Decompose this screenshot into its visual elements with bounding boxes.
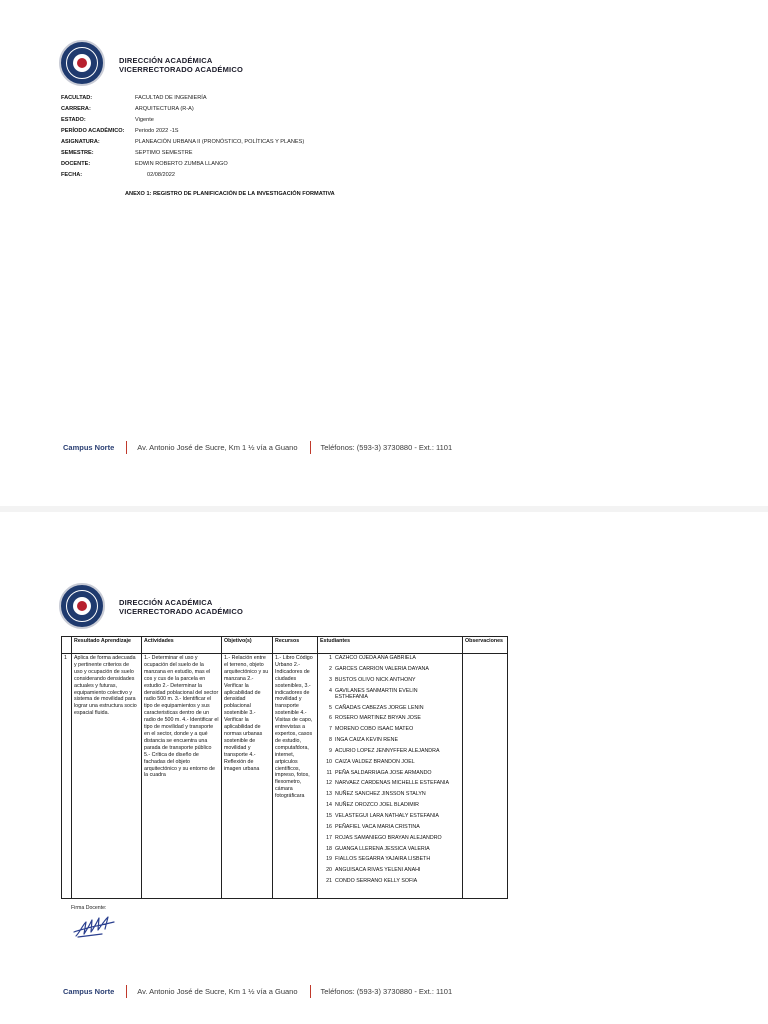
footer-phone: Teléfonos: (593-3) 3730880 - Ext.: 1101: [320, 443, 453, 452]
student-number: 11: [326, 769, 332, 776]
student-item: [320, 726, 460, 737]
meta-label: CARRERA:: [61, 106, 91, 112]
student-number: 7: [329, 726, 332, 733]
meta-value: Vigente: [135, 117, 154, 123]
student-item: [320, 655, 460, 666]
student-name: GARCES CARRION VALERIA DAYANA: [335, 665, 429, 672]
student-name: FIALLOS SEGARRA YAJAIRA LISBETH: [335, 856, 431, 863]
header-title: [119, 56, 243, 74]
meta-label: ESTADO:: [61, 117, 86, 123]
handwritten-signature: [72, 912, 116, 940]
student-number: 8: [329, 737, 332, 744]
cell-resultado: Aplica de forma adecuada y pertinente criterios de uso y ocupación de suelo considerando densidades actuales y futuras, equipamiento colectivo y sistema de movilidad para lograr una estructura socio espacial fluida.: [72, 654, 142, 899]
student-name: BUSTOS OLIVO NICK ANTHONY: [335, 676, 416, 683]
meta-row-estado: [61, 115, 304, 126]
header-recursos: Recursos: [273, 637, 318, 654]
student-item: [320, 878, 460, 889]
student-number: 14: [326, 802, 332, 809]
planning-table: [61, 636, 508, 899]
footer-address: Av. Antonio José de Sucre, Km 1 ½ vía a Guano: [137, 987, 298, 996]
student-name: ACURIO LOPEZ JENNYFFER ALEJANDRA: [335, 747, 440, 754]
header-observaciones: Observaciones: [463, 637, 508, 654]
student-item: [320, 780, 460, 791]
signature-label: Firma Docente:: [71, 905, 107, 911]
header-objetivos: Objetivo(s): [222, 637, 273, 654]
student-name: NARVAEZ CARDENAS MICHELLE ESTEFANIA: [335, 780, 450, 787]
cell-observaciones: [463, 654, 508, 899]
student-item: [320, 759, 460, 770]
student-number: 1: [329, 655, 332, 661]
table-row: [62, 654, 508, 899]
meta-value: Periodo 2022 -1S: [135, 128, 179, 134]
footer-address: Av. Antonio José de Sucre, Km 1 ½ vía a Guano: [137, 443, 298, 452]
student-item: [320, 688, 460, 705]
meta-label: ASIGNATURA:: [61, 139, 100, 145]
student-name: PEÑA SALDARRIAGA JOSE ARMANDO: [335, 769, 432, 776]
footer-divider: [310, 441, 311, 454]
student-name: CAIZA VALDEZ BRANDON JOEL: [335, 758, 415, 765]
meta-row-fecha: [61, 170, 304, 181]
header-line-2: VICERRECTORADO ACADÉMICO: [119, 65, 243, 74]
student-number: 19: [326, 856, 332, 863]
student-item: [320, 677, 460, 688]
student-name: ROSERO MARTINEZ BRYAN JOSE: [335, 715, 421, 722]
meta-value: SEPTIMO SEMESTRE: [135, 150, 193, 156]
row-number: 1: [62, 654, 72, 899]
meta-value: FACULTAD DE INGENIERÍA: [135, 95, 207, 101]
footer-campus: Campus Norte: [63, 987, 115, 996]
metadata-block: [61, 93, 304, 181]
cell-recursos: 1.- Libro Código Urbano 2.- Indicadores de ciudades sostenibles, 3.- indicadores de movilidad y transporte sostenible 4.- Visitas de capo, entrevistas a expertos, casos de estudio, computafdora, internet, artpiculos científicos, impreso, fotos, flexometro, cámara fotográficara: [273, 654, 318, 899]
student-number: 10: [326, 758, 332, 765]
header-line-2: VICERRECTORADO ACADÉMICO: [119, 607, 243, 616]
header-actividades: Actividades: [142, 637, 222, 654]
meta-value: ARQUITECTURA (R-A): [135, 106, 194, 112]
footer-phone: Teléfonos: (593-3) 3730880 - Ext.: 1101: [320, 987, 453, 996]
page-footer: [63, 985, 452, 998]
student-name: INGA CAIZA KEVIN RENE: [335, 737, 398, 744]
footer-campus: Campus Norte: [63, 443, 115, 452]
student-name: ANGUISACA RIVAS YELENI ANAHI: [335, 867, 421, 874]
meta-label: PERÍODO ACADÉMICO:: [61, 128, 125, 134]
header-title: [119, 598, 243, 616]
meta-label: SEMESTRE:: [61, 150, 94, 156]
student-item: [320, 770, 460, 781]
student-number: 21: [326, 878, 332, 885]
student-name: GUANGA LLERENA JESSICA VALERIA: [335, 845, 430, 852]
footer-divider: [126, 441, 127, 454]
student-name: PEÑAFIEL VACA MARIA CRISTINA: [335, 823, 420, 830]
student-number: 13: [326, 791, 332, 798]
table-header-row: [62, 637, 508, 654]
cell-actividades: 1.- Determinar el uso y ocupación del suelo de la manzana en estudio, mas el cos y cus de la parcela en estudio 2.- Determinar la densidad poblacional del sector radio 500 m. 3.- Identificar el tipo de equipamientos y sus caracteristicas dentro de un radio de 500 m. 4.- Identificar el tipo de movilidad y transporte en el sector, donde y a qué distancia se encuentra una parada de transporte público 5.- Crítica de diseño de fachadas del objeto arquitectónico y su entorno de la cuadra: [142, 654, 222, 899]
student-number: 12: [326, 780, 332, 787]
student-item: [320, 867, 460, 878]
student-name: VELASTEGUI LARA NATHALY ESTEFANIA: [335, 812, 439, 819]
meta-row-facultad: [61, 93, 304, 104]
meta-row-periodo: [61, 126, 304, 137]
student-name: MORENO COBO ISAAC MATEO: [335, 726, 414, 733]
student-name: NUÑEZ SANCHEZ JINSSON STALYN: [335, 791, 426, 798]
meta-value: EDWIN ROBERTO ZUMBA LLANGO: [135, 161, 228, 167]
page-footer: [63, 441, 452, 454]
university-seal-logo: [59, 583, 105, 629]
student-item: [320, 835, 460, 846]
meta-label: FACULTAD:: [61, 95, 93, 101]
header-resultado: Resultado Aprendizaje: [72, 637, 142, 654]
student-number: 2: [329, 665, 332, 672]
student-name: ROJAS SAMANIEGO BRAYAN ALEJANDRO: [335, 834, 442, 841]
student-number: 17: [326, 834, 332, 841]
student-item: [320, 824, 460, 835]
header-line-1: DIRECCIÓN ACADÉMICA: [119, 56, 213, 65]
cell-objetivos: 1.- Relación entre el terreno, objeto arquitectónico y su manzana 2.- Verificar la aplicabilidad de densidad poblacional sostenible 3.- Verificar la aplicabilidad de normas urbanas sostenible de movilidad y transporte 4.- Reflexión de imagen urbana: [222, 654, 273, 899]
student-item: [320, 705, 460, 716]
student-number: 20: [326, 867, 332, 874]
meta-row-asignatura: [61, 137, 304, 148]
student-number: 18: [326, 845, 332, 852]
student-item: [320, 666, 460, 677]
student-name: CONDO SERRANO KELLY SOFIA: [335, 878, 418, 885]
university-seal-logo: [59, 40, 105, 86]
meta-value: 02/08/2022: [147, 172, 175, 178]
student-name: NUÑEZ OROZCO JOEL BLADIMIR: [335, 802, 419, 809]
meta-value: PLANEACIÓN URBANA II (PRONÓSTICO, POLÍTICAS Y PLANES): [135, 139, 305, 145]
header-number-cell: [62, 637, 72, 654]
annex-title: ANEXO 1: REGISTRO DE PLANIFICACIÓN DE LA INVESTIGACIÓN FORMATIVA: [125, 191, 335, 197]
meta-label: DOCENTE:: [61, 161, 91, 167]
student-item: [320, 813, 460, 824]
header-line-1: DIRECCIÓN ACADÉMICA: [119, 598, 213, 607]
student-number: 5: [329, 704, 332, 711]
footer-divider: [310, 985, 311, 998]
student-name: CAÑADAS CABEZAS JORGE LENIN: [335, 704, 424, 711]
student-item: [320, 791, 460, 802]
student-item: [320, 715, 460, 726]
meta-row-docente: [61, 159, 304, 170]
meta-row-semestre: [61, 148, 304, 159]
student-item: [320, 737, 460, 748]
footer-divider: [126, 985, 127, 998]
student-name: GAVILANES SANMARTIN EVELIN ESTHEFANIA: [335, 687, 418, 701]
meta-label: FECHA:: [61, 172, 83, 178]
cell-estudiantes: [318, 654, 463, 899]
student-number: 9: [329, 747, 332, 754]
student-item: [320, 802, 460, 813]
student-number: 16: [326, 823, 332, 830]
student-item: [320, 748, 460, 759]
student-item: [320, 846, 460, 857]
student-number: 6: [329, 715, 332, 722]
meta-row-carrera: [61, 104, 304, 115]
student-number: 4: [329, 687, 332, 694]
student-number: 15: [326, 812, 332, 819]
student-number: 3: [329, 676, 332, 683]
header-estudiantes: Estudiantes: [318, 637, 463, 654]
student-item: [320, 856, 460, 867]
student-name: CAZHCO OJEDA ANA GABRIELA: [335, 655, 416, 661]
